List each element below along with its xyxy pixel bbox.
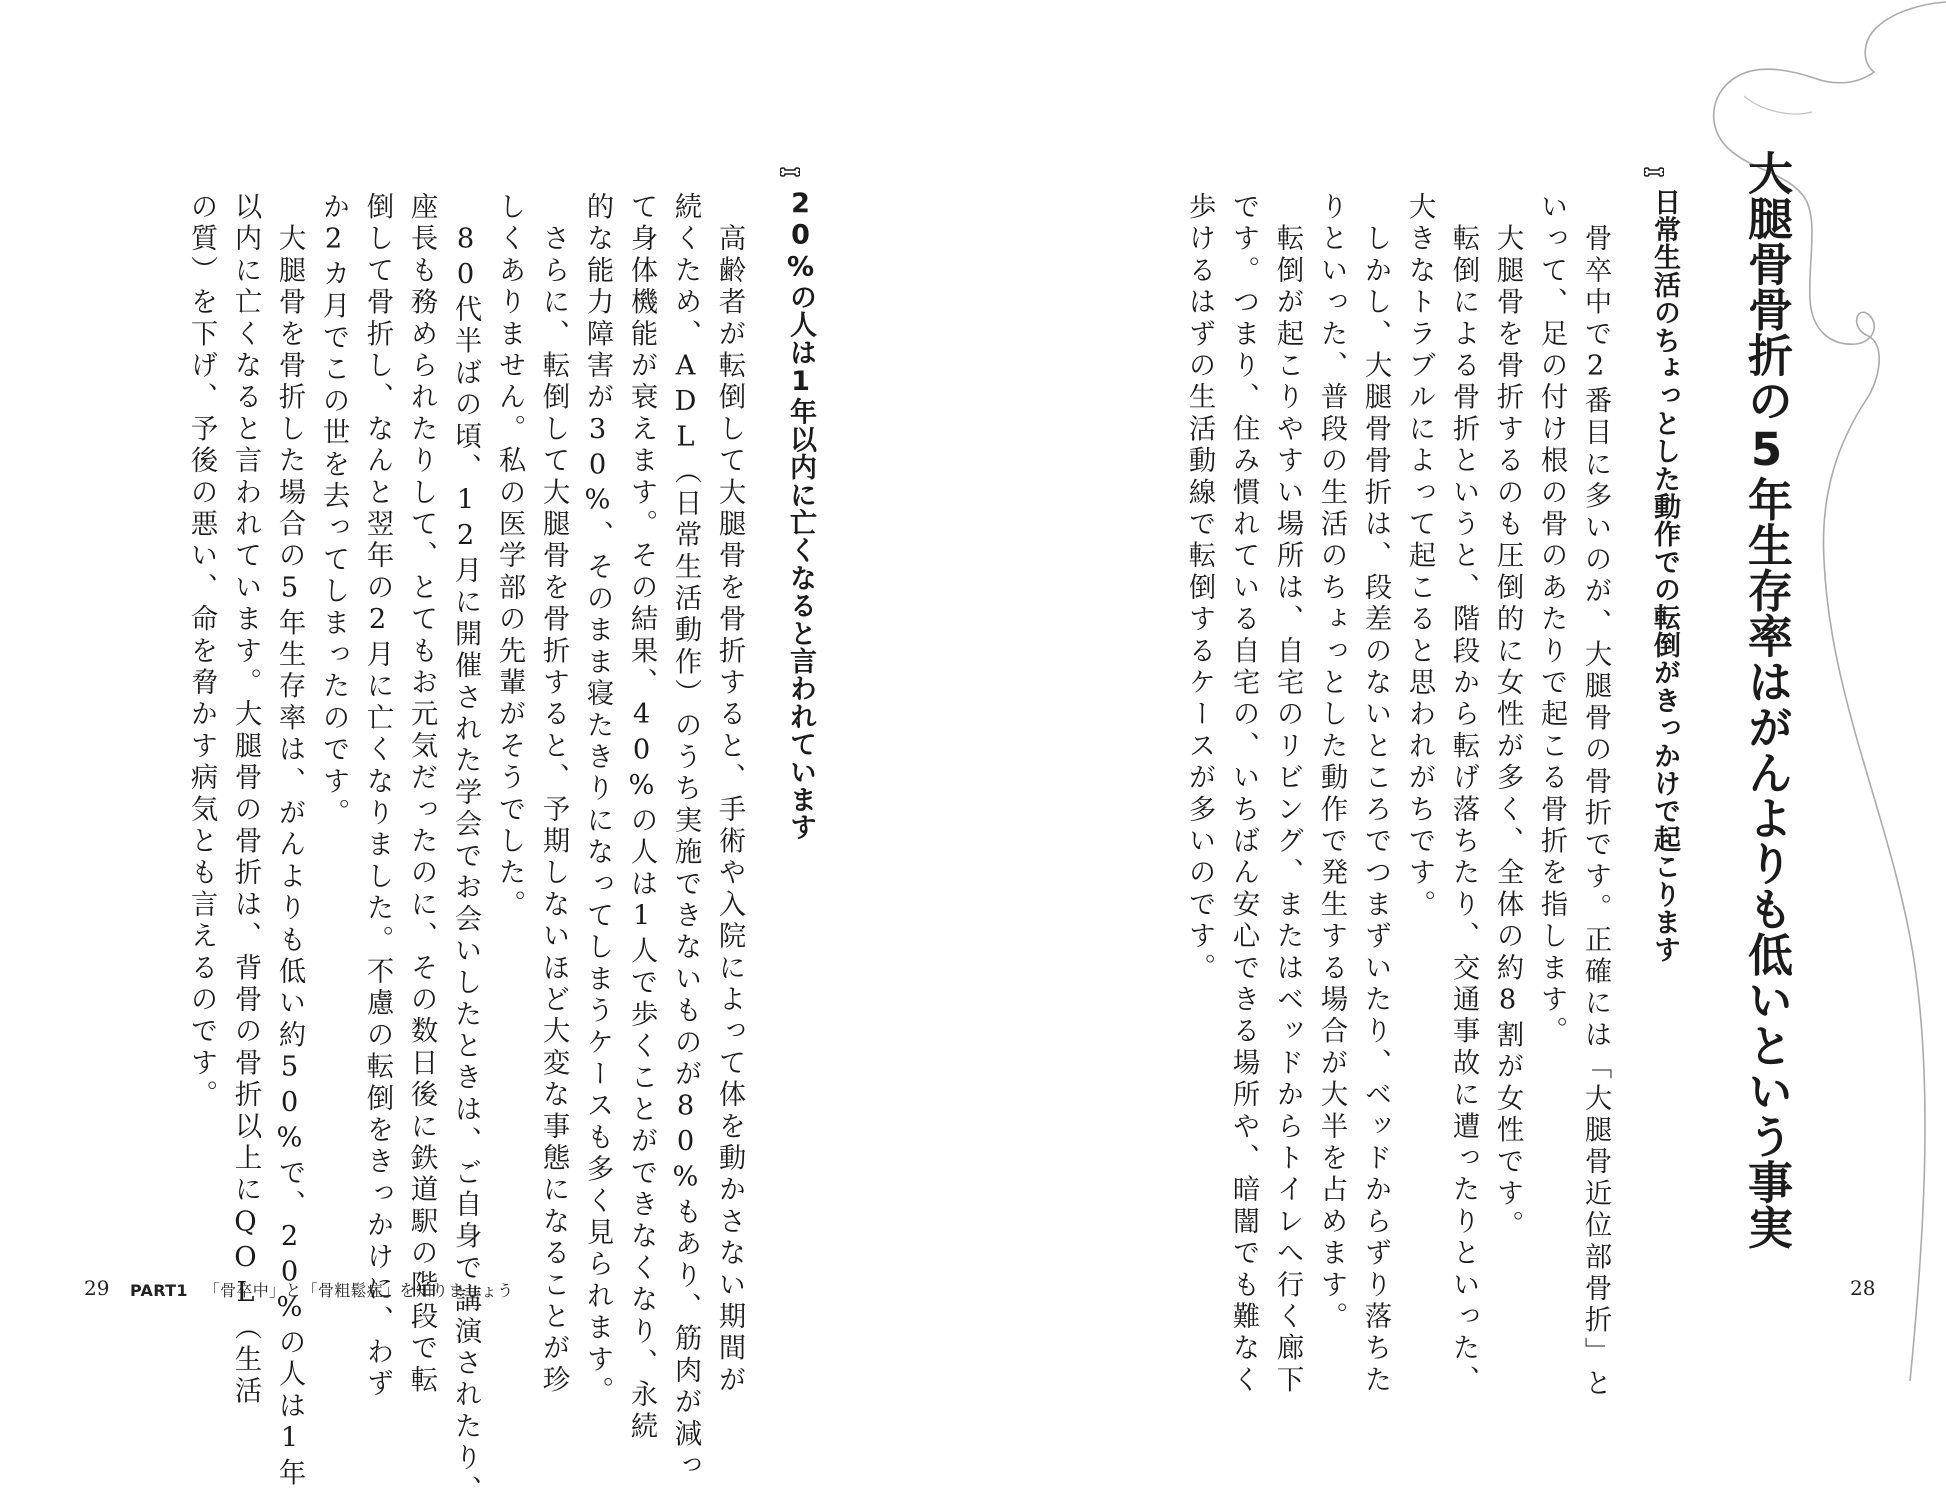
section-heading: 20%の人は1年以内に亡くなると言われています xyxy=(785,188,816,842)
text-line: 以内に亡くなると言われています。大腿骨の骨折は、背骨の骨折以上にQOL（生活 xyxy=(230,192,261,1408)
text-line: て身体機能が衰えます。その結果、40%の人は1人で歩くことができなくなり、永続 xyxy=(626,192,657,1444)
text-line: 大きなトラブルによって起こると思われがちです。 xyxy=(1404,192,1435,922)
text-line: 転倒が起こりやすい場所は、自宅のリビング、またはベッドからトイレへ行く廊下 xyxy=(1272,192,1303,1397)
text-line: か2カ月でこの世を去ってしまったのです。 xyxy=(318,192,349,830)
section-heading: 日常生活のちょっとした動作での転倒がきっかけで起こります xyxy=(1649,188,1680,964)
text-line: 続くため、ADL（日常生活動作）のうち実施できないものが80%もあり、筋肉が減っ xyxy=(670,192,701,1483)
text-line: 倒して骨折し、なんと翌年の2月に亡くなりました。不慮の転倒をきっかけに、わず xyxy=(362,192,393,1401)
text-line: の質）を下げ、予後の悪い、命を脅かす病気とも言えるのです。 xyxy=(186,192,217,1112)
text-line: 的な能力障害が30%、そのまま寝たきりになってしまうケースも多く見られます。 xyxy=(582,192,613,1408)
running-head xyxy=(130,1278,514,1301)
text-line: です。つまり、住み慣れている自宅の、いちばん安心できる場所や、暗闇でも難なく xyxy=(1228,192,1259,1397)
text-line: 転倒による骨折というと、階段から転げ落ちたり、交通事故に遭ったりといった、 xyxy=(1448,192,1479,1397)
text-line: さらに、転倒して大腿骨を骨折すると、予期しないほど大変な事態になることが珍 xyxy=(538,192,569,1397)
page-number-left: 29 xyxy=(84,1276,110,1300)
running-head-title: 「骨卒中」と「骨粗鬆症」を知りましょう xyxy=(203,1281,514,1300)
bone-icon xyxy=(780,166,800,178)
text-line: りといった、普段の生活のちょっとした動作で発生する場合が大半を占めます。 xyxy=(1316,192,1347,1334)
text-line: 高齢者が転倒して大腿骨を骨折すると、手術や入院によって体を動かさない期間が xyxy=(714,192,745,1397)
text-line: 大腿骨を骨折するのも圧倒的に女性が多く、全体の約8割が女性です。 xyxy=(1492,192,1523,1242)
text-line: しかし、大腿骨骨折は、段差のないところでつまずいたり、ベッドからずり落ちた xyxy=(1360,192,1391,1397)
text-line: 骨卒中で2番目に多いのが、大腿骨の骨折です。正確には「大腿骨近位部骨折」と xyxy=(1580,192,1611,1401)
running-head-part: PART1 xyxy=(130,1281,188,1300)
text-line: 大腿骨を骨折した場合の5年生存率は、がんよりも低い約50%で、20%の人は1年 xyxy=(274,192,305,1490)
text-line: 座長も務められたりして、とてもお元気だったのに、その数日後に鉄道駅の階段で転 xyxy=(406,192,437,1397)
bone-highlight xyxy=(1744,96,1812,114)
text-line: しくありません。私の医学部の先輩がそうでした。 xyxy=(494,192,525,922)
bone-icon xyxy=(1644,166,1664,178)
chapter-title: 大腿骨骨折の5年生存率はがんよりも低いという事実 xyxy=(1740,150,1793,1250)
text-line: いって、足の付け根の骨のあたりで起こる骨折を指します。 xyxy=(1536,192,1567,1048)
text-line: 80代半ばの頃、12月に開催された学会でお会いしたときは、ご自身で講演されたり、 xyxy=(450,192,481,1507)
text-line: 歩けるはずの生活動線で転倒するケースが多いのです。 xyxy=(1184,192,1215,985)
page-number-right: 28 xyxy=(1850,1276,1876,1300)
